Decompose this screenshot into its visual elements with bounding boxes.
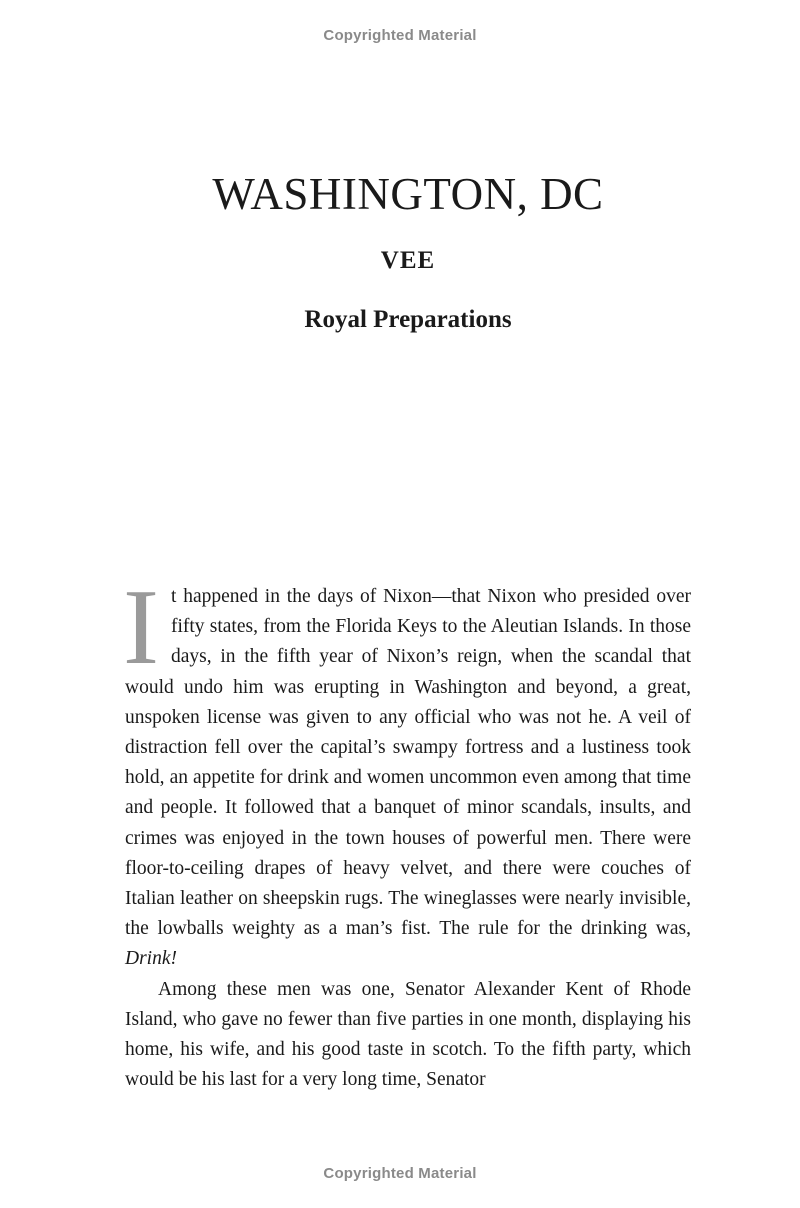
paragraph-1 (123, 568, 691, 975)
chapter-body (123, 568, 691, 1095)
paragraph-1-italic: Drink! (125, 948, 177, 970)
copyright-watermark-top: Copyrighted Material (323, 27, 477, 44)
narrator-heading: VEE (380, 247, 436, 274)
paragraph-1-text: t happened in the days of Nixon—that Nixon who presided over fifty states, from the Florida Keys to the Aleutian Islands. In those days, in the fifth year of Nixon’s reign, when the scandal that would undo him was erupting in Washington and beyond, a great, unspoken license was given to any official who was not he. A veil of distraction fell over the capital’s swampy fortress and a lustiness took hold, an appetite for drink and women uncommon even among that time and people. It followed that a banquet of minor scandals, insults, and crimes was enjoyed in the town houses of powerful men. There were floor-to-ceiling drapes of heavy velvet, and there were couches of Italian leather on sheepskin rugs. The wineglasses were nearly invisible, the lowballs weighty as a man’s fist. The rule for the drinking was, (125, 586, 691, 940)
drop-cap: I (123, 568, 159, 687)
chapter-title: Royal Preparations (304, 306, 512, 333)
paragraph-2: Among these men was one, Senator Alexander Kent of Rhode Island, who gave no fewer than five parties in one month, displaying his home, his wife, and his good taste in scotch. To the fifth party, which would be his last for a very long time, Senator (125, 978, 691, 1091)
place-heading: WASHINGTON, DC (212, 169, 604, 219)
copyright-watermark-bottom: Copyrighted Material (323, 1165, 477, 1182)
